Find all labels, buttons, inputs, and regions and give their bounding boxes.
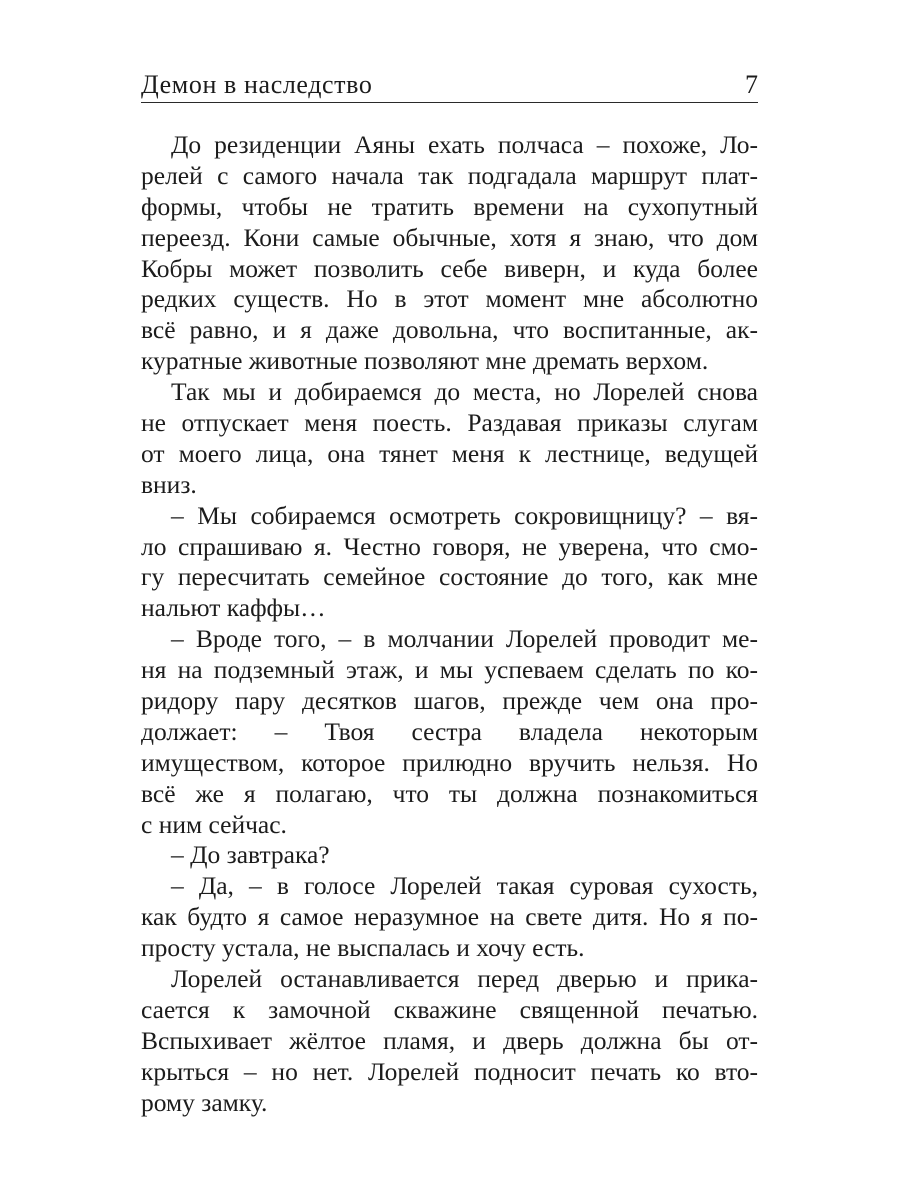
text-line: от моего лица, она тянет меня к лестнице, ведущей (141, 438, 758, 468)
text-line: ридору пару десятков шагов, прежде чем она про- (141, 686, 758, 716)
text-line: – Мы собираемся осмотреть сокровищницу? – вя- (171, 500, 758, 530)
text-line: вниз. (141, 469, 197, 499)
text-line: крыться – но нет. Лорелей подносит печать ко вто- (141, 1056, 758, 1086)
text-line: гу пересчитать семейное состояние до того, как мне (141, 562, 758, 592)
text-line: с ним сейчас. (141, 809, 287, 839)
text-line: всё же я полагаю, что ты должна познакомиться (141, 778, 758, 808)
text-line: имуществом, которое прилюдно вручить нельзя. Но (141, 747, 758, 777)
text-line: – Вроде того, – в молчании Лорелей проводит ме- (171, 624, 758, 654)
page-number: 7 (745, 70, 758, 99)
text-line: всё равно, и я даже довольна, что воспитанные, ак- (141, 315, 758, 345)
page-header (141, 66, 758, 103)
text-line: ло спрашиваю я. Честно говоря, не уверена, что смо- (141, 531, 758, 561)
text-line: релей с самого начала так подгадала маршрут плат- (141, 160, 758, 190)
text-line: – До завтрака? (171, 840, 330, 870)
text-line: ня на подземный этаж, и мы успеваем сделать по ко- (141, 655, 758, 685)
text-line: До резиденции Аяны ехать полчаса – похоже, Ло- (171, 130, 758, 159)
text-line: Лорелей останавливается перед дверью и прика- (171, 964, 758, 994)
text-line: нальют каффы… (141, 593, 326, 623)
text-line: Кобры может позволить себе виверн, и куда более (141, 253, 758, 283)
text-line: просту устала, не выспалась и хочу есть. (141, 933, 585, 963)
body-text (141, 130, 758, 1119)
text-line: Вспыхивает жёлтое пламя, и дверь должна бы от- (141, 1025, 758, 1055)
text-line: куратные животные позволяют мне дремать верхом. (141, 346, 709, 376)
text-line: как будто я самое неразумное на свете дитя. Но я по- (141, 902, 758, 932)
text-line: не отпускает меня поесть. Раздавая приказы слугам (141, 408, 758, 438)
text-line: рому замку. (141, 1087, 268, 1117)
text-line: переезд. Кони самые обычные, хотя я знаю, что дом (141, 222, 758, 252)
text-line: должает: – Твоя сестра владела некоторым (141, 716, 758, 746)
text-line: формы, чтобы не тратить времени на сухопутный (141, 191, 758, 221)
text-line: сается к замочной скважине священной печатью. (141, 994, 758, 1024)
text-line: Так мы и добираемся до места, но Лорелей снова (171, 377, 758, 407)
running-title: Демон в наследство (141, 70, 373, 99)
text-line: – Да, – в голосе Лорелей такая суровая сухость, (171, 871, 758, 901)
text-line: редких существ. Но в этот момент мне абсолютно (141, 284, 758, 314)
